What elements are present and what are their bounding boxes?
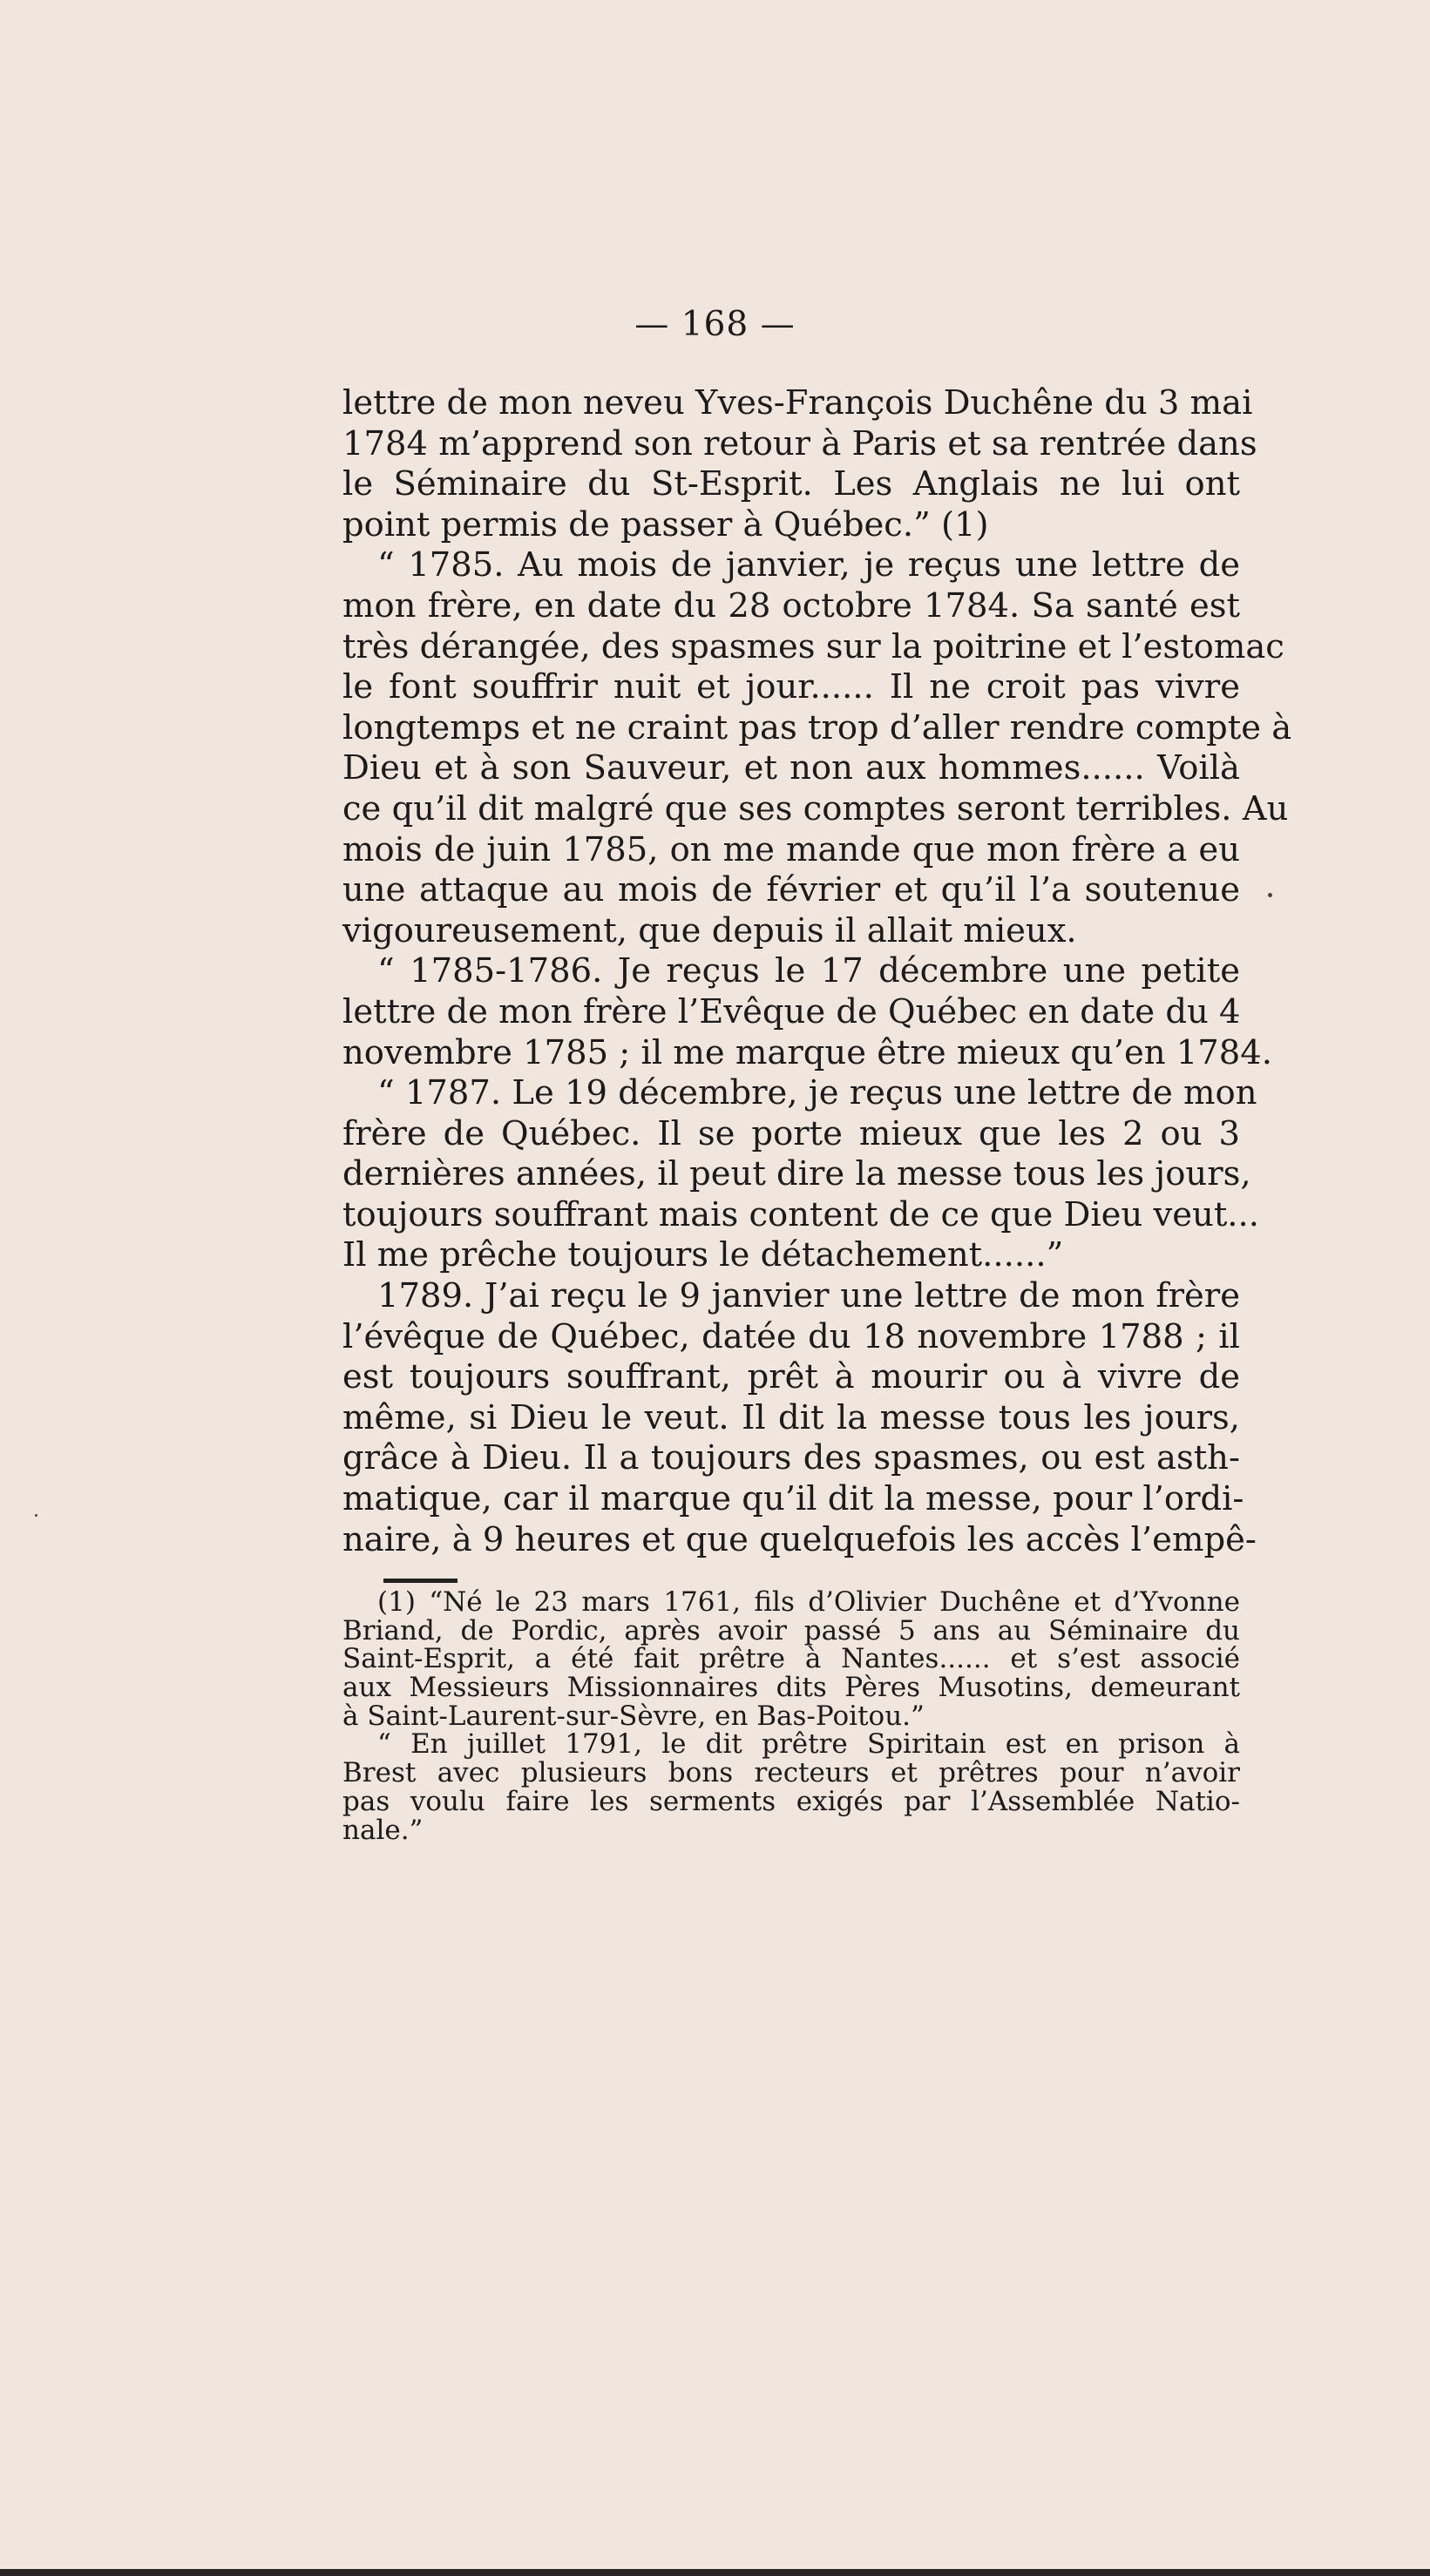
- footnote-line: (1) “Né le 23 mars 1761, fils d’Olivier Duchêne et d’Yvonne: [377, 1586, 1240, 1618]
- body-line: le Séminaire du St-Esprit. Les Anglais ne lui ont: [342, 464, 1240, 504]
- body-line: lettre de mon frère l’Evêque de Québec en date du 4: [342, 991, 1241, 1031]
- body-line: novembre 1785 ; il me marque être mieux qu’en 1784.: [342, 1032, 1272, 1072]
- body-line: toujours souffrant mais content de ce que Dieu veut...: [342, 1194, 1260, 1234]
- body-line: vigoureusement, que depuis il allait mieux.: [342, 910, 1077, 950]
- body-line: “ 1787. Le 19 décembre, je reçus une lettre de mon: [377, 1073, 1257, 1113]
- body-line: grâce à Dieu. Il a toujours des spasmes, ou est asth-: [342, 1438, 1240, 1478]
- body-line: dernières années, il peut dire la messe tous les jours,: [342, 1154, 1251, 1194]
- footnote-line: nale.”: [342, 1814, 424, 1846]
- body-text: [342, 383, 1292, 1560]
- body-line: “ 1785-1786. Je reçus le 17 décembre une petite: [377, 951, 1240, 991]
- body-line: le font souffrir nuit et jour...... Il ne croit pas vivre: [342, 667, 1240, 707]
- body-line: matique, car il marque qu’il dit la messe, pour l’ordi-: [342, 1479, 1244, 1519]
- paper-speck: [1268, 893, 1272, 897]
- footnote-line: “ En juillet 1791, le dit prêtre Spiritain est en prison à: [377, 1728, 1240, 1761]
- body-line: naire, à 9 heures et que quelquefois les accès l’empê-: [342, 1519, 1257, 1559]
- footnote-line: aux Messieurs Missionnaires dits Pères Musotins, demeurant: [342, 1672, 1240, 1704]
- body-line: “ 1785. Au mois de janvier, je reçus une lettre de: [377, 545, 1240, 585]
- body-line: mon frère, en date du 28 octobre 1784. Sa santé est: [342, 585, 1240, 625]
- body-line: point permis de passer à Québec.” (1): [342, 504, 989, 544]
- body-line: Dieu et à son Sauveur, et non aux hommes...... Voilà: [342, 748, 1240, 788]
- page-bottom-edge: [0, 2569, 1430, 2576]
- footnote-divider: [383, 1579, 457, 1583]
- body-line: lettre de mon neveu Yves-François Duchêne du 3 mai: [342, 383, 1253, 423]
- body-line: même, si Dieu le veut. Il dit la messe tous les jours,: [342, 1397, 1240, 1437]
- footnote-line: Briand, de Pordic, après avoir passé 5 ans au Séminaire du: [342, 1614, 1240, 1646]
- body-line: mois de juin 1785, on me mande que mon frère a eu: [342, 829, 1240, 869]
- footnote-line: pas voulu faire les serments exigés par l’Assemblée Natio-: [342, 1785, 1240, 1817]
- page-number: — 168 —: [634, 305, 796, 344]
- paper-speck: [35, 1514, 37, 1517]
- footnote-line: Saint-Esprit, a été fait prêtre à Nantes...... et s’est associé: [342, 1643, 1240, 1675]
- body-line: une attaque au mois de février et qu’il l’a soutenue: [342, 870, 1240, 910]
- body-line: Il me prêche toujours le détachement......”: [342, 1235, 1064, 1275]
- body-line: longtemps et ne craint pas trop d’aller rendre compte à: [342, 707, 1292, 747]
- body-line: 1784 m’apprend son retour à Paris et sa rentrée dans: [342, 423, 1257, 463]
- body-line: frère de Québec. Il se porte mieux que les 2 ou 3: [342, 1113, 1240, 1153]
- footnote-line: à Saint-Laurent-sur-Sèvre, en Bas-Poitou.”: [342, 1700, 925, 1732]
- body-line: l’évêque de Québec, datée du 18 novembre 1788 ; il: [342, 1316, 1240, 1356]
- footnotes: [342, 1588, 1240, 1844]
- body-line: 1789. J’ai reçu le 9 janvier une lettre de mon frère: [377, 1276, 1240, 1316]
- body-line: très dérangée, des spasmes sur la poitrine et l’estomac: [342, 626, 1284, 666]
- footnote-line: Brest avec plusieurs bons recteurs et prêtres pour n’avoir: [342, 1757, 1240, 1789]
- body-line: ce qu’il dit malgré que ses comptes seront terribles. Au: [342, 788, 1289, 828]
- body-line: est toujours souffrant, prêt à mourir ou à vivre de: [342, 1357, 1240, 1397]
